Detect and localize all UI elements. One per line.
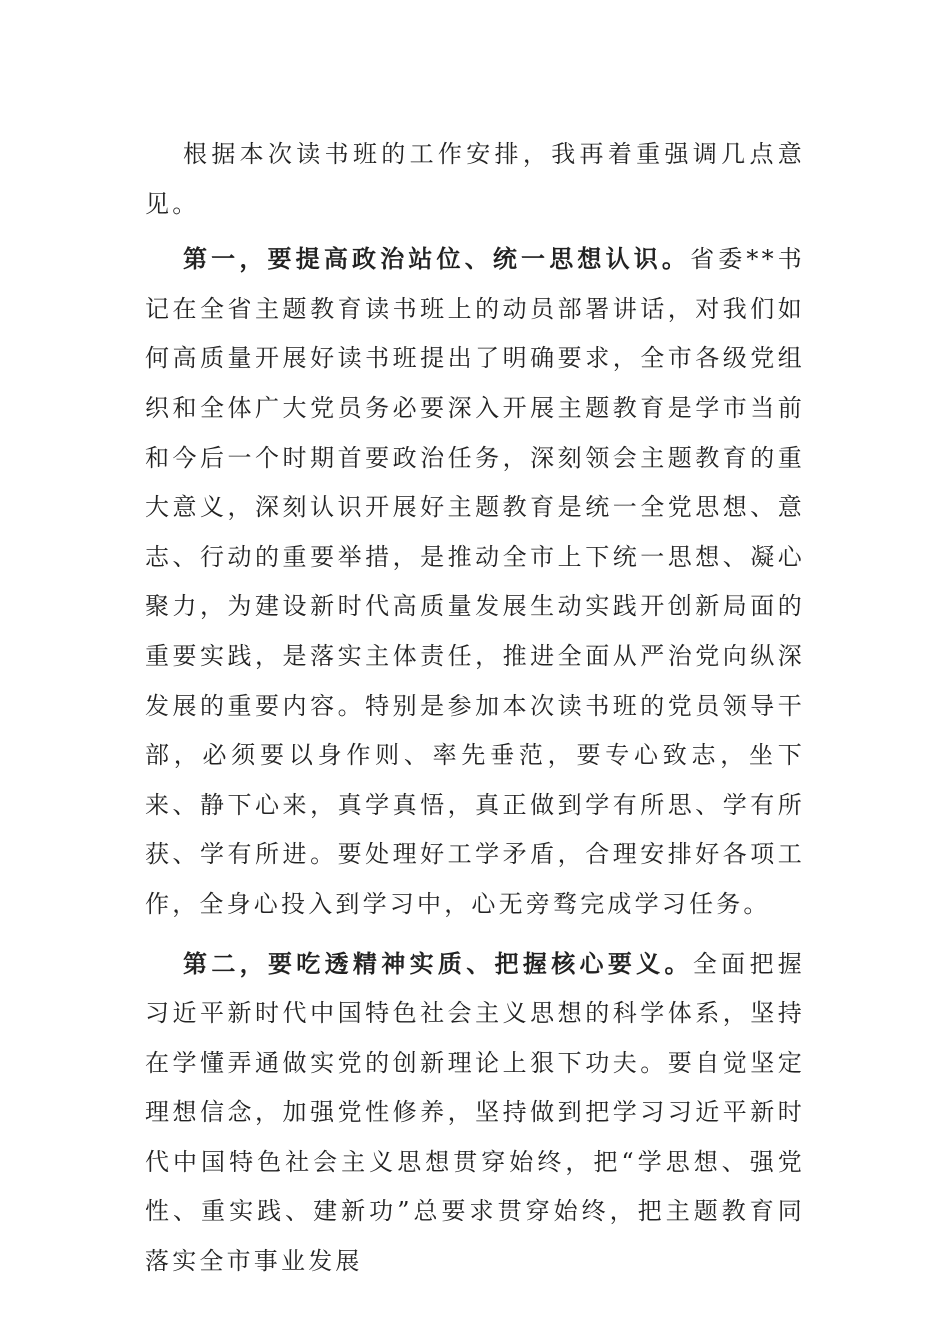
paragraph-body: 省委**书记在全省主题教育读书班上的动员部署讲话，对我们如何高质量开展好读书班提出了明确要求，全市各级党组织和全体广大党员务必要深入开展主题教育是学市当前和今后一个时期首要政治任务，深刻领会主题教育的重大意义，深刻认识开展好主题教育是统一全党思想、意志、行动的重要举措，是推动全市上下统一思想、凝心聚力，为建设新时代高质量发展生动实践开创新局面的重要实践，是落实主体责任，推进全面从严治党向纵深发展的重要内容。特别是参加本次读书班的党员领导干部，必须要以身作则、率先垂范，要专心致志，坐下来、静下心来，真学真悟，真正做到学有所思、学有所获、学有所进。要处理好工学矛盾，合理安排好各项工作，全身心投入到学习中，心无旁骛完成学习任务。 [145, 245, 805, 918]
paragraph-body: 全面把握习近平新时代中国特色社会主义思想的科学体系，坚持在学懂弄通做实党的创新理论上狠下功夫。要自觉坚定理想信念，加强党性修养，坚持做到把学习习近平新时代中国特色社会主义思想贯穿始终，把“学思想、强党性、重实践、建新功”总要求贯穿始终，把主题教育同落实全市事业发展 [145, 949, 805, 1276]
document-page [145, 130, 805, 1287]
paragraph-lead: 第一，要提高政治站位、统一思想认识。 [183, 245, 691, 274]
paragraph-lead: 第二，要吃透精神实质、把握核心要义。 [183, 949, 693, 978]
intro-paragraph: 根据本次读书班的工作安排，我再着重强调几点意见。 [145, 140, 805, 218]
paragraph-second [145, 940, 805, 1287]
paragraph-first [145, 235, 805, 929]
